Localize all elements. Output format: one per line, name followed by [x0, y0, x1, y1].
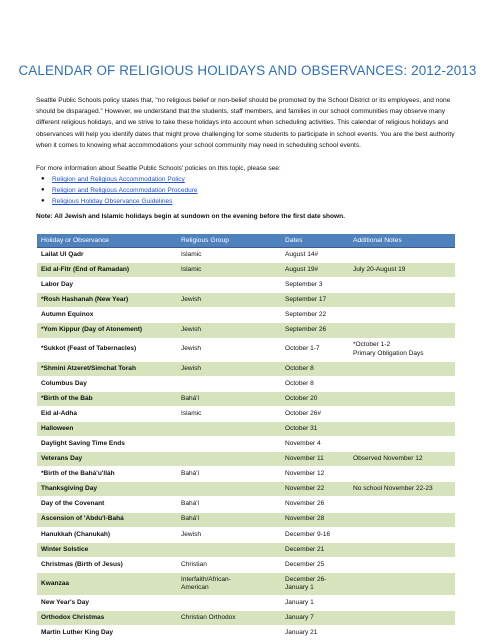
notes-cell [349, 512, 455, 527]
header-dates: Dates [281, 234, 349, 248]
notes-cell [349, 421, 455, 436]
table-row [37, 497, 455, 512]
notes-cell [349, 308, 455, 323]
holiday-cell: Winter Solstice [37, 542, 177, 557]
dates-cell: January 7 [281, 610, 349, 625]
holiday-cell: Labor Day [37, 278, 177, 293]
guidelines-link[interactable]: Religious Holiday Observance Guidelines [52, 198, 173, 205]
notes-cell [349, 557, 455, 572]
notes-cell [349, 406, 455, 421]
table-row [37, 248, 455, 263]
table-row [37, 572, 455, 595]
notes-cell [349, 278, 455, 293]
group-cell [177, 421, 281, 436]
table-row [37, 437, 455, 452]
group-cell: Bahá'í [177, 497, 281, 512]
bullet-icon: ● [41, 198, 45, 204]
group-cell: Jewish [177, 527, 281, 542]
notes-cell [349, 497, 455, 512]
notes-cell [349, 437, 455, 452]
group-cell: Christian [177, 557, 281, 572]
notes-cell [349, 467, 455, 482]
notes-cell [349, 572, 455, 595]
table-row [37, 361, 455, 376]
holiday-cell: *Birth of the Bahá'u'lláh [37, 467, 177, 482]
holiday-cell: Eid al-Fitr (End of Ramadan) [37, 263, 177, 278]
holiday-cell: New Year's Day [37, 595, 177, 610]
dates-cell: October 8 [281, 361, 349, 376]
notes-cell [349, 248, 455, 263]
dates-cell: January 21 [281, 626, 349, 641]
header-notes: Additional Notes [349, 234, 455, 248]
table-row [37, 293, 455, 308]
dates-cell: November 26 [281, 497, 349, 512]
dates-cell: November 22 [281, 482, 349, 497]
intro-paragraph: Seattle Public Schools policy states that, "no religious belief or non-belief should be promoted by the School District or its employees, and none should be disparaged." However, we understand that the students, staff members, and families in our school communities may observe many different religious holidays, and we strive to take these holidays into account when scheduling activities. This calendar of religious holidays and observances will help you identify dates that might prove challenging for some students to participate in school events. You are the best authority when it comes to knowing what accommodations your school community may need in scheduling school events. [36, 97, 455, 149]
notes-cell [349, 542, 455, 557]
policy-links-list [36, 174, 198, 207]
notes-cell: No school November 22-23 [349, 482, 455, 497]
group-cell: Christian Orthodox [177, 610, 281, 625]
group-cell: Islamic [177, 248, 281, 263]
holiday-cell: Veterans Day [37, 452, 177, 467]
notes-cell [349, 610, 455, 625]
table-row [37, 278, 455, 293]
table-row [37, 376, 455, 391]
notes-cell [349, 626, 455, 641]
group-cell [177, 542, 281, 557]
bullet-icon: ● [41, 176, 45, 182]
table-row [37, 467, 455, 482]
dates-cell: September 3 [281, 278, 349, 293]
notes-cell [349, 323, 455, 338]
group-cell [177, 376, 281, 391]
table-row [37, 338, 455, 361]
holiday-cell: *Rosh Hashanah (New Year) [37, 293, 177, 308]
holiday-cell: *Yom Kippur (Day of Atonement) [37, 323, 177, 338]
group-cell: Jewish [177, 361, 281, 376]
table-row [37, 527, 455, 542]
dates-cell: August 14# [281, 248, 349, 263]
notes-cell [349, 376, 455, 391]
dates-cell: October 8 [281, 376, 349, 391]
bullet-icon: ● [41, 187, 45, 193]
holiday-cell: Kwanzaa [37, 572, 177, 595]
holiday-cell: Eid al-Adha [37, 406, 177, 421]
holiday-cell: Hanukkah (Chanukah) [37, 527, 177, 542]
dates-cell: November 28 [281, 512, 349, 527]
dates-cell: November 11 [281, 452, 349, 467]
table-row [37, 626, 455, 641]
holiday-cell: Thanksgiving Day [37, 482, 177, 497]
list-item [36, 174, 198, 185]
holiday-cell: *Shmini Atzeret/Simchat Torah [37, 361, 177, 376]
dates-cell: October 20 [281, 391, 349, 406]
sundown-note: Note: All Jewish and Islamic holidays begin at sundown on the evening before the first date shown. [36, 213, 345, 220]
group-cell [177, 437, 281, 452]
group-cell: Interfaith/African- American [177, 572, 281, 595]
group-cell: Bahá'í [177, 467, 281, 482]
group-cell: Islamic [177, 263, 281, 278]
table-row [37, 406, 455, 421]
table-row [37, 421, 455, 436]
dates-cell: August 19# [281, 263, 349, 278]
notes-cell [349, 293, 455, 308]
group-cell: Jewish [177, 293, 281, 308]
dates-cell: September 26 [281, 323, 349, 338]
holiday-cell: Ascension of 'Abdu'l-Bahá [37, 512, 177, 527]
page-title: CALENDAR OF RELIGIOUS HOLIDAYS AND OBSERVANCES: 2012-2013 [18, 63, 477, 78]
holiday-cell: *Sukkot (Feast of Tabernacles) [37, 338, 177, 361]
holiday-cell: Autumn Equinox [37, 308, 177, 323]
notes-cell: Observed November 12 [349, 452, 455, 467]
list-item [36, 196, 198, 207]
group-cell: Jewish [177, 338, 281, 361]
dates-cell: October 31 [281, 421, 349, 436]
table-row [37, 542, 455, 557]
holiday-cell: Christmas (Birth of Jesus) [37, 557, 177, 572]
table-body [37, 248, 455, 641]
notes-cell [349, 527, 455, 542]
table-row [37, 308, 455, 323]
group-cell [177, 308, 281, 323]
table-row [37, 323, 455, 338]
header-group: Religious Group [177, 234, 281, 248]
table-header-row [37, 234, 455, 248]
notes-cell: *October 1-2 Primary Obligation Days [349, 338, 455, 361]
policy-link[interactable]: Religion and Religious Accommodation Policy [52, 176, 185, 183]
dates-cell: September 22 [281, 308, 349, 323]
holiday-calendar-table [37, 234, 455, 641]
table-row [37, 595, 455, 610]
more-info-text: For more information about Seattle Public Schools' policies on this topic, please see: [36, 165, 281, 172]
dates-cell: December 21 [281, 542, 349, 557]
group-cell [177, 482, 281, 497]
notes-cell [349, 595, 455, 610]
holiday-cell: Columbus Day [37, 376, 177, 391]
holiday-cell: Lailat Ul Qadr [37, 248, 177, 263]
notes-cell [349, 391, 455, 406]
group-cell: Bahá'í [177, 512, 281, 527]
group-cell [177, 278, 281, 293]
dates-cell: September 17 [281, 293, 349, 308]
dates-cell: November 12 [281, 467, 349, 482]
table-row [37, 610, 455, 625]
dates-cell: December 9-16 [281, 527, 349, 542]
header-holiday: Holiday or Observance [37, 234, 177, 248]
group-cell [177, 595, 281, 610]
group-cell: Islamic [177, 406, 281, 421]
group-cell [177, 452, 281, 467]
procedure-link[interactable]: Religion and Religious Accommodation Procedure [52, 187, 198, 194]
dates-cell: November 4 [281, 437, 349, 452]
notes-cell [349, 361, 455, 376]
group-cell: Bahá'í [177, 391, 281, 406]
table-row [37, 452, 455, 467]
holiday-cell: Daylight Saving Time Ends [37, 437, 177, 452]
dates-cell: January 1 [281, 595, 349, 610]
dates-cell: October 1-7 [281, 338, 349, 361]
dates-cell: December 26- January 1 [281, 572, 349, 595]
table-row [37, 391, 455, 406]
notes-cell: July 20-August 19 [349, 263, 455, 278]
holiday-cell: Orthodox Christmas [37, 610, 177, 625]
holiday-cell: Day of the Covenant [37, 497, 177, 512]
group-cell [177, 626, 281, 641]
table-row [37, 482, 455, 497]
holiday-cell: *Birth of the Báb [37, 391, 177, 406]
holiday-cell: Martin Luther King Day [37, 626, 177, 641]
dates-cell: October 26# [281, 406, 349, 421]
group-cell: Jewish [177, 323, 281, 338]
table-row [37, 263, 455, 278]
table-row [37, 557, 455, 572]
table-row [37, 512, 455, 527]
dates-cell: December 25 [281, 557, 349, 572]
list-item [36, 185, 198, 196]
holiday-cell: Halloween [37, 421, 177, 436]
